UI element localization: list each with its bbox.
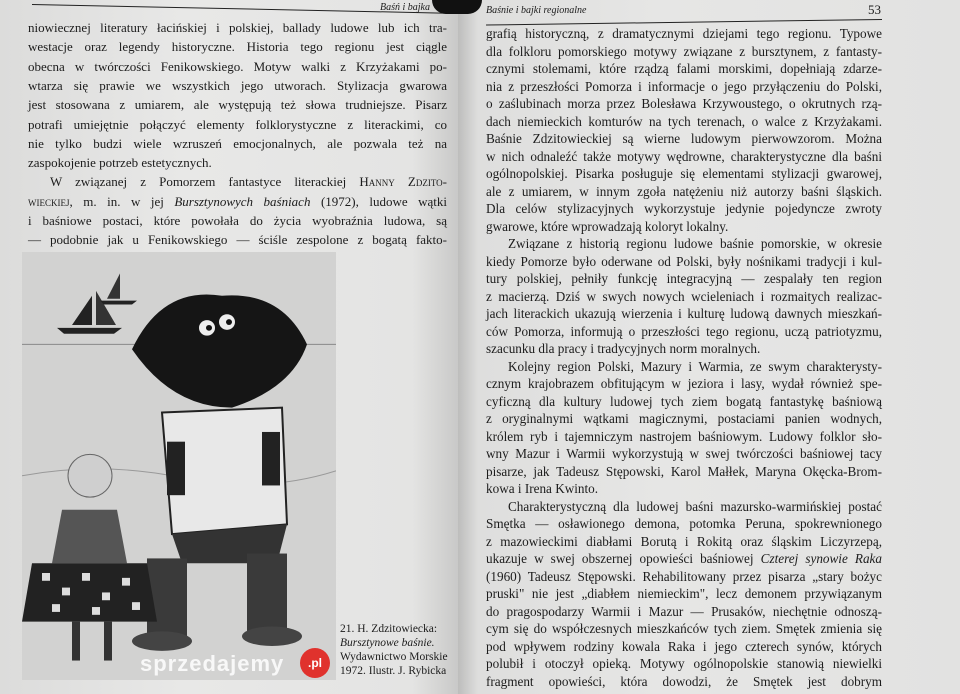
text-segment: w nich odnaleźć także motywy wędrowne, charakterystyczne dla baśni xyxy=(486,148,882,164)
text-line xyxy=(486,376,882,391)
text-segment: jach literackich ukazują wierzenia i kulturę ludową dawnych mieszkań- xyxy=(486,306,882,321)
text-segment: Związane z historią regionu ludowe baśnie pomorskie, w okresie xyxy=(508,236,882,251)
text-line xyxy=(486,236,882,251)
text-segment: W związanej z Pomorzem fantastyce literackiej xyxy=(50,174,360,190)
text-line xyxy=(28,232,447,247)
text-segment: , m. in. w jej xyxy=(69,193,175,209)
text-line xyxy=(486,96,882,111)
text-line xyxy=(486,551,882,566)
text-line xyxy=(28,78,447,93)
text-segment: (1960) Tadeusz Stępowski. Rehabilitowany przez pisarza „stary bożyc xyxy=(486,568,882,584)
text-segment: ców Pomorza, informują o przeszłości tego regionu, uczą patriotyzmu, xyxy=(486,323,882,339)
illustration-caption xyxy=(340,622,448,678)
text-line xyxy=(486,324,882,339)
text-line xyxy=(486,26,882,41)
text-segment: fragment opowieści, która dowodzi, że Smętek jest dobrym xyxy=(486,673,882,689)
text-segment: cznymi stolemami, które rządzą falami morskimi, dopełniają zdarze- xyxy=(486,61,882,76)
left-page xyxy=(0,0,458,694)
text-line xyxy=(486,429,882,444)
text-segment: cym się do współczesnych mieszkańców tych ziem. Smętek zmienia się xyxy=(486,621,882,636)
caption-line: 1972. Ilustr. J. Rybicka xyxy=(340,665,447,677)
caption-title: Bursztynowe baśnie. xyxy=(340,637,435,649)
text-line xyxy=(486,61,882,76)
text-segment: ale z umiarem, w innym zgoła natężeniu niż autorzy baśni śląskich. xyxy=(486,183,882,199)
book-gutter-shadow xyxy=(432,0,482,14)
text-line xyxy=(486,184,882,199)
running-head: Baśń i bajka xyxy=(380,2,430,13)
header-rule xyxy=(486,19,882,26)
text-line xyxy=(486,499,882,514)
text-line xyxy=(486,516,882,531)
text-segment: i baśniowe postaci, które powołała do życia wyobraźnia ludowa, są xyxy=(28,213,447,228)
text-segment: wtarza się prawie we wszystkich jego utworach. Stylizacja gwarowa xyxy=(28,77,447,93)
text-line xyxy=(486,639,882,654)
text-segment: z macierzą. Dziś w swych nowych wcieleniach i rozmaitych realizac- xyxy=(486,288,882,304)
watermark: sprzedajemy xyxy=(140,651,285,676)
text-line xyxy=(28,39,447,54)
text-segment: nia z przeszłości Pomorza i informacje o jego przyłączeniu do Polski, xyxy=(486,78,882,94)
text-segment: Kolejny region Polski, Mazury i Warmia, ze swym charakterysty- xyxy=(508,358,882,374)
text-segment: gwarowe, które wprowadzają koloryt lokalny. xyxy=(486,218,729,234)
text-line xyxy=(28,213,447,228)
text-segment: tury polskiej, pełniły funkcję integracyjną — zespalały ten region xyxy=(486,271,882,286)
text-line xyxy=(486,166,882,181)
text-line xyxy=(486,79,882,94)
italic-title: Czterej synowie Raka xyxy=(760,551,882,566)
text-line xyxy=(28,117,447,132)
sailboat-icon xyxy=(100,273,137,304)
text-segment: kiedy Pomorze było oderwane od Polski, były nośnikami tradycji i kul- xyxy=(486,253,882,269)
page-number: 53 xyxy=(868,2,881,17)
text-line xyxy=(486,201,882,216)
text-segment: kowa i Irena Kwinto. xyxy=(486,481,599,496)
text-line xyxy=(486,306,882,321)
text-segment: do pragospodarzy Warmii i Mazur — Prusaków, niechętnie odnoszą- xyxy=(486,603,882,619)
text-segment: cyficzną dla kultury ludowej tych ziem bogatą fantastykę baśniową xyxy=(486,393,882,409)
text-line xyxy=(486,219,882,234)
text-line xyxy=(486,359,882,374)
text-segment: grafią historyczną, z dramatycznymi dziejami tego regionu. Typowe xyxy=(486,26,882,41)
text-segment: dach niemieckich komturów na tych terenach, o walce z Krzyżakami. xyxy=(486,113,882,129)
text-line xyxy=(486,569,882,584)
running-head: Baśnie i bajki regionalne xyxy=(486,5,587,16)
text-line xyxy=(486,446,882,461)
text-segment: Baśnie Zdzitowieckiej są wierne ludowym pierwowzorom. Można xyxy=(486,131,882,146)
text-line xyxy=(28,155,447,170)
text-segment: zaspokojenie potrzeb estetycznych. xyxy=(28,155,212,171)
text-line xyxy=(486,289,882,304)
text-line xyxy=(28,174,447,189)
text-line xyxy=(28,97,447,112)
text-line xyxy=(486,464,882,479)
right-page xyxy=(458,0,960,694)
text-segment: Dla celów stylizacyjnych wykorzystuje jedynie pojedyncze zwroty xyxy=(486,201,882,216)
text-segment: cznym krajobrazem obfitującym w jeziora i lasy, wydał również spe- xyxy=(486,376,882,391)
caption-line: Wydawnictwo Morskie xyxy=(340,651,448,663)
text-segment: westacje oraz legendy historyczne. Historia tego regionu jest ciągle xyxy=(28,39,447,55)
text-segment: szacunku dla pracy i tradycyjnych norm moralnych. xyxy=(486,341,761,356)
caption-line: 21. H. Zdzitowiecka: xyxy=(340,623,438,635)
text-line xyxy=(486,604,882,619)
text-line xyxy=(486,621,882,636)
text-line xyxy=(486,534,882,549)
text-line xyxy=(486,481,882,496)
text-line xyxy=(486,674,882,689)
text-segment: polubił i otoczył opieką. Motywy ogólnopolskie stanowią niewielki xyxy=(486,656,882,671)
text-segment: o zaślubinach morza przez Bolesława Krzywoustego, o okrutnych rzą- xyxy=(486,96,882,111)
text-segment: ukazuje w swej obszernej opowieści baśniowej xyxy=(486,551,761,566)
text-line xyxy=(486,254,882,269)
text-line xyxy=(486,114,882,129)
text-line xyxy=(486,586,882,601)
text-line xyxy=(486,131,882,146)
illustration-drawing xyxy=(22,252,336,680)
text-segment: (1972), ludowe wątki xyxy=(310,193,448,209)
text-segment: niowiecznej literatury łacińskiej i polskiej, ballady ludowe lub ich tra- xyxy=(28,20,447,35)
text-line xyxy=(486,394,882,409)
text-segment: — podobnie jak u Fenikowskiego — ściśle zespolone z bogatą fakto- xyxy=(28,232,447,248)
text-line xyxy=(28,136,447,151)
text-segment: ogólnopolskiej. Pisarka posługuje się elementami stylizacji gwarowej, xyxy=(486,166,882,181)
text-line xyxy=(486,341,882,356)
illustration xyxy=(22,252,336,680)
text-segment: z mazowieckimi diabłami Borutą i Rokitą oraz śląskim Liczyrzepą, xyxy=(486,533,882,549)
text-line xyxy=(28,20,447,35)
text-line xyxy=(28,194,447,209)
italic-title: Bursztynowych baśniach xyxy=(174,193,311,209)
text-segment: pisarze, jak Tadeusz Stępowski, Karol Małłek, Maryna Okęcka-Brom- xyxy=(486,463,882,479)
text-segment: pod wpływem rodziny kowala Raka i jego czterech synów, których xyxy=(486,638,882,654)
text-segment: obecna w twórczości Fenikowskiego. Motyw walki z Krzyżakami po- xyxy=(28,58,447,74)
text-line xyxy=(486,656,882,671)
text-segment: wieckiej xyxy=(28,193,70,209)
text-segment: pruski" nie jest „diabłem niemieckim", lecz demonem przywiązanym xyxy=(486,586,882,601)
text-segment: Hanny Zdzito- xyxy=(359,174,447,190)
text-segment: Charakterystyczną dla ludowej baśni mazursko-warmińskiej postać xyxy=(508,498,882,514)
text-segment: wny Mazur i Warmii wykorzystują w swej twórczości baśniowej tacy xyxy=(486,446,882,461)
text-segment: nie tylko budzi wiele wzruszeń emocjonalnych, ale pozwala też na xyxy=(28,135,447,151)
text-line xyxy=(486,411,882,426)
text-segment: dla folkloru pomorskiego motywy związane z bursztynem, z fantasty- xyxy=(486,43,882,59)
text-line xyxy=(486,149,882,164)
text-segment: królem ryb i tajemniczym nastrojem baśniowym. Ludowy folklor sło- xyxy=(486,428,882,444)
text-line xyxy=(28,59,447,74)
text-line xyxy=(486,271,882,286)
text-segment: Smętka — osławionego demona, potomka Peruna, spokrewnionego xyxy=(486,516,882,531)
text-segment: z oryginalnymi wątkami magicznymi, postaciami panien wodnych, xyxy=(486,411,882,426)
watermark-badge: .pl xyxy=(300,648,330,678)
text-segment: jest stosowana z umiarem, ale występują też słowa trudniejsze. Pisarz xyxy=(28,97,447,113)
text-segment: potrafi umiejętnie połączyć elementy folklorystyczne z literackimi, co xyxy=(28,116,447,132)
text-line xyxy=(486,44,882,59)
